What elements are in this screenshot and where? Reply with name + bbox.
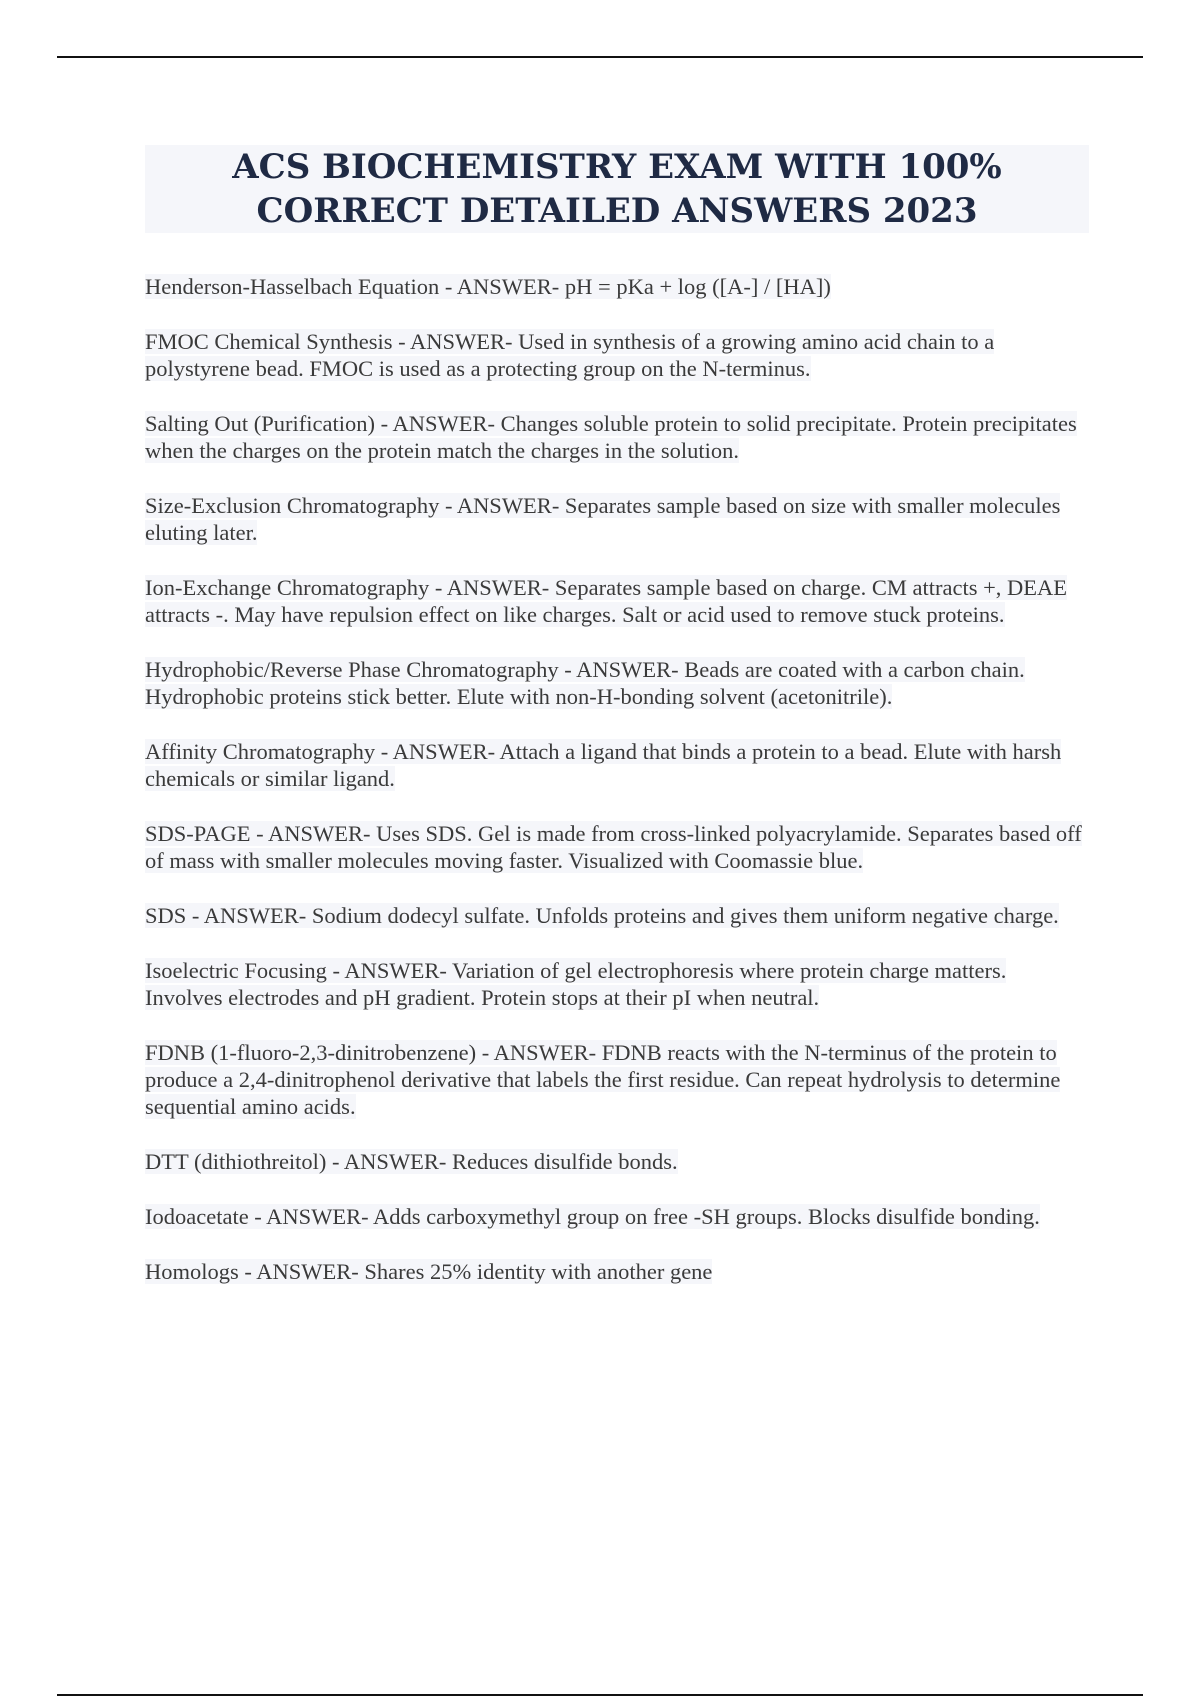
qa-text: Salting Out (Purification) - ANSWER- Changes soluble protein to solid precipitate. Protein precipitates when the charges on the protein match the charges in the solution. (145, 411, 1077, 463)
qa-item (145, 328, 1089, 382)
qa-text: Iodoacetate - ANSWER- Adds carboxymethyl group on free -SH groups. Blocks disulfide bonding. (145, 1204, 1040, 1229)
qa-item (145, 902, 1089, 929)
qa-item (145, 656, 1089, 710)
qa-text: FDNB (1-fluoro-2,3-dinitrobenzene) - ANSWER- FDNB reacts with the N-terminus of the protein to produce a 2,4-dinitrophenol derivative that labels the first residue. Can repeat hydrolysis to determine sequential amino acids. (145, 1040, 1061, 1119)
qa-item (145, 738, 1089, 792)
qa-item (145, 273, 1089, 300)
qa-text: Henderson-Hasselbach Equation - ANSWER- pH = pKa + log ([A-] / [HA]) (145, 274, 831, 299)
qa-item (145, 492, 1089, 546)
qa-text: Homologs - ANSWER- Shares 25% identity with another gene (145, 1259, 713, 1284)
qa-list (145, 273, 1089, 1313)
qa-item (145, 1203, 1089, 1230)
qa-item (145, 1039, 1089, 1120)
qa-item (145, 1148, 1089, 1175)
title-line-2: CORRECT DETAILED ANSWERS 2023 (256, 191, 978, 231)
qa-text: Ion-Exchange Chromatography - ANSWER- Separates sample based on charge. CM attracts +, DEAE attracts -. May have repulsion effect on like charges. Salt or acid used to remove stuck proteins. (145, 575, 1068, 627)
qa-text: Affinity Chromatography - ANSWER- Attach a ligand that binds a protein to a bead. Elute with harsh chemicals or similar ligand. (145, 739, 1062, 791)
top-rule (57, 56, 1143, 58)
qa-item (145, 410, 1089, 464)
title-block (145, 145, 1089, 233)
qa-text: Size-Exclusion Chromatography - ANSWER- Separates sample based on size with smaller molecules eluting later. (145, 493, 1061, 545)
document-title (145, 145, 1089, 233)
qa-item (145, 1258, 1089, 1285)
qa-text: SDS-PAGE - ANSWER- Uses SDS. Gel is made from cross-linked polyacrylamide. Separates based off of mass with smaller molecules moving faster. Visualized with Coomassie blue. (145, 821, 1082, 873)
qa-item (145, 574, 1089, 628)
qa-item (145, 820, 1089, 874)
title-line-1: ACS BIOCHEMISTRY EXAM WITH 100% (232, 147, 1002, 187)
qa-text: SDS - ANSWER- Sodium dodecyl sulfate. Unfolds proteins and gives them uniform negative charge. (145, 903, 1059, 928)
qa-text: FMOC Chemical Synthesis - ANSWER- Used in synthesis of a growing amino acid chain to a polystyrene bead. FMOC is used as a protecting group on the N-terminus. (145, 329, 995, 381)
qa-item (145, 957, 1089, 1011)
bottom-rule (57, 1694, 1143, 1696)
qa-text: Hydrophobic/Reverse Phase Chromatography - ANSWER- Beads are coated with a carbon chain. Hydrophobic proteins stick better. Elute with non-H-bonding solvent (acetonitrile). (145, 657, 1025, 709)
qa-text: DTT (dithiothreitol) - ANSWER- Reduces disulfide bonds. (145, 1149, 678, 1174)
qa-text: Isoelectric Focusing - ANSWER- Variation of gel electrophoresis where protein charge matters. Involves electrodes and pH gradient. Protein stops at their pI when neutral. (145, 958, 1007, 1010)
